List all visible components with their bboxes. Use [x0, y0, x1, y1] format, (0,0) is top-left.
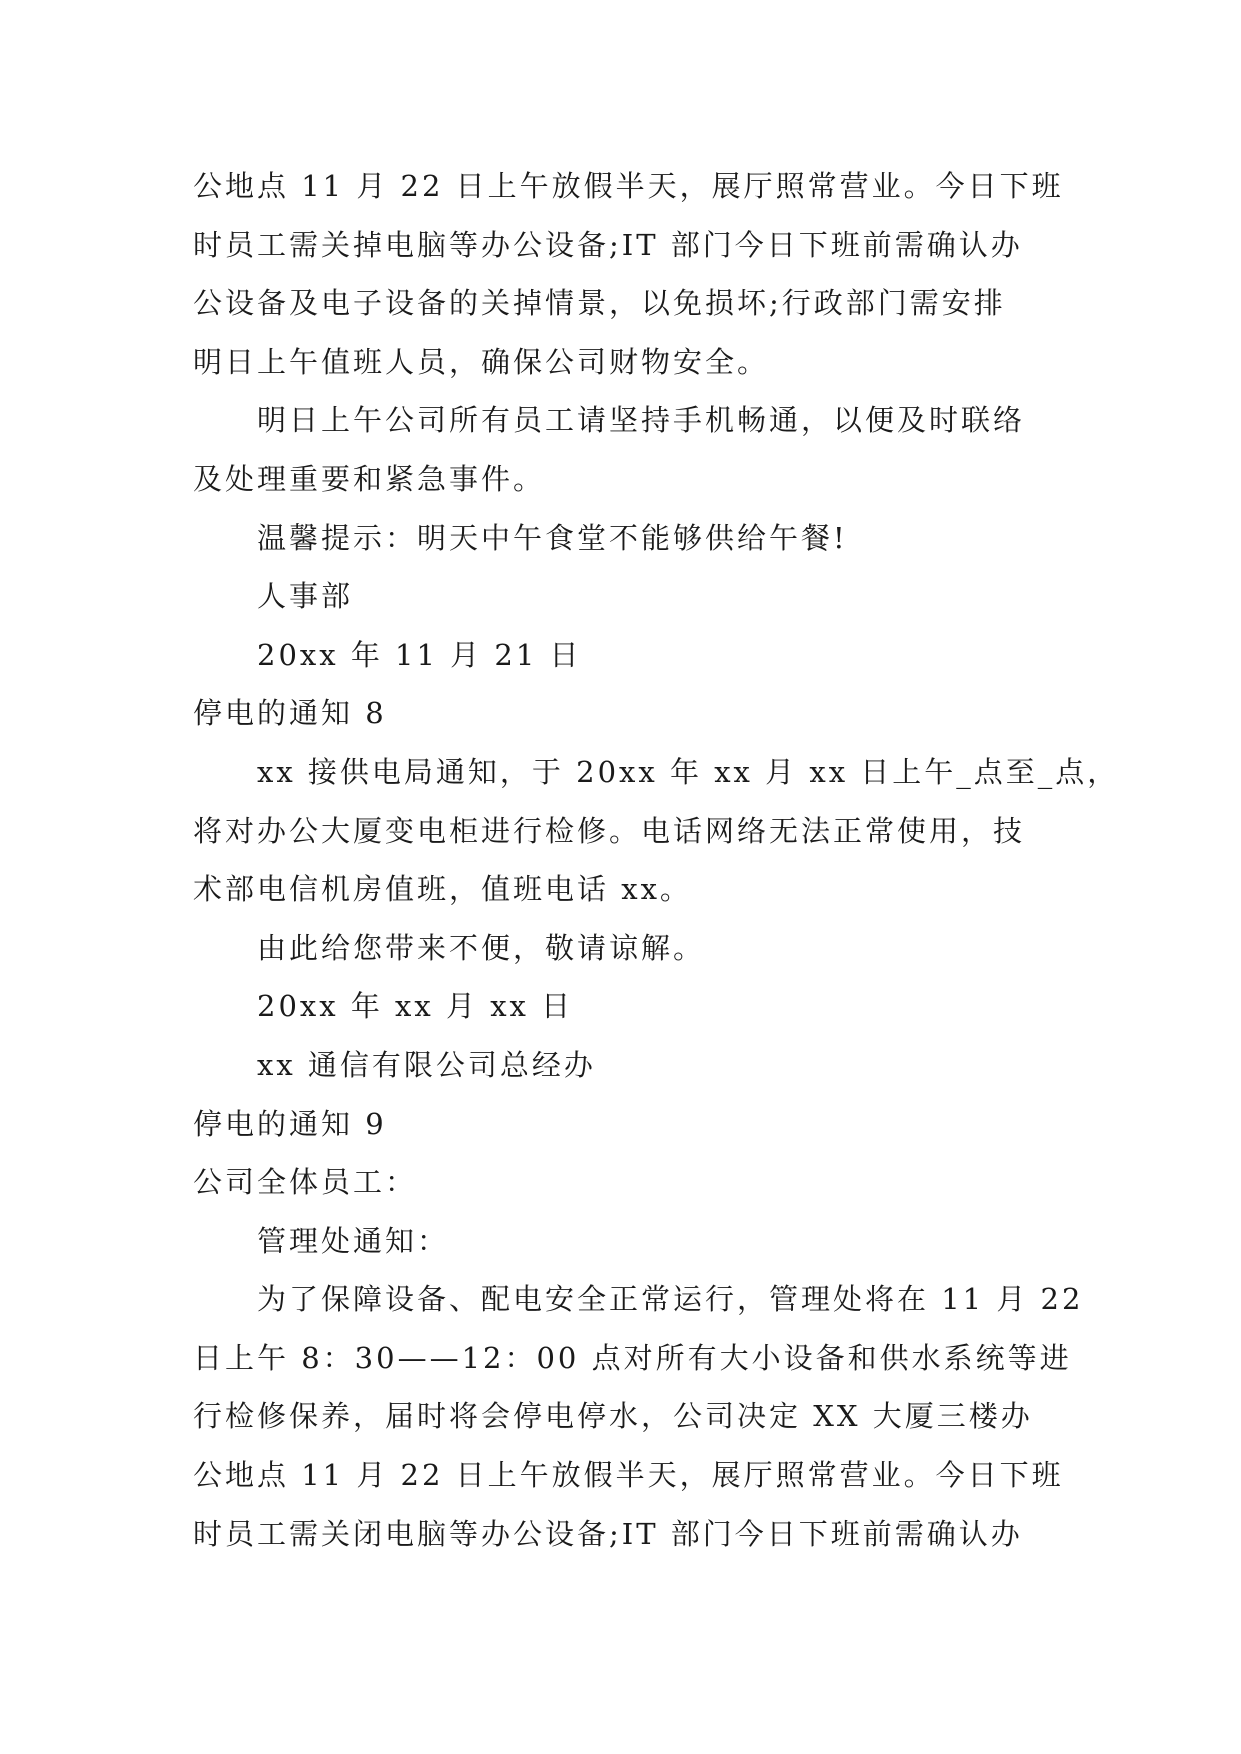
signature-company: xx 通信有限公司总经办	[257, 1047, 596, 1082]
section-heading: 停电的通知 8	[193, 696, 387, 731]
paragraph-line: 公地点 11 月 22 日上午放假半天，展厅照常营业。今日下班	[193, 1458, 1064, 1493]
paragraph-line: 公地点 11 月 22 日上午放假半天，展厅照常营业。今日下班	[193, 169, 1064, 203]
paragraph-line: 明日上午值班人员，确保公司财物安全。	[193, 344, 770, 379]
paragraph-line: 及处理重要和紧急事件。	[193, 461, 546, 496]
paragraph-line: 由此给您带来不便，敬请谅解。	[257, 930, 706, 965]
paragraph-line: xx 接供电局通知，于 20xx 年 xx 月 xx 日上午_点至_点，	[257, 754, 1120, 789]
signature-department: 人事部	[257, 579, 354, 614]
paragraph-line: 术部电信机房值班，值班电话 xx。	[193, 872, 692, 907]
paragraph-line: 为了保障设备、配电安全正常运行，管理处将在 11 月 22	[257, 1282, 1084, 1317]
paragraph-line: 明日上午公司所有员工请坚持手机畅通，以便及时联络	[257, 403, 1026, 438]
section-heading: 停电的通知 9	[193, 1106, 387, 1141]
paragraph-line: 日上午 8：30——12：00 点对所有大小设备和供水系统等进	[193, 1340, 1072, 1375]
paragraph-line: 时员工需关掉电脑等办公设备;IT 部门今日下班前需确认办	[193, 227, 1023, 262]
salutation: 公司全体员工：	[193, 1165, 418, 1200]
signature-date: 20xx 年 xx 月 xx 日	[257, 989, 574, 1024]
paragraph-line: 行检修保养，届时将会停电停水，公司决定 XX 大厦三楼办	[193, 1399, 1033, 1434]
paragraph-line: 管理处通知：	[257, 1223, 450, 1258]
paragraph-line: 将对办公大厦变电柜进行检修。电话网络无法正常使用，技	[193, 813, 1026, 848]
notice-reminder: 温馨提示：明天中午食堂不能够供给午餐!	[257, 520, 848, 555]
paragraph-line: 公设备及电子设备的关掉情景，以免损坏;行政部门需安排	[193, 286, 1006, 321]
signature-date: 20xx 年 11 月 21 日	[257, 637, 582, 672]
document-body	[193, 157, 1120, 1563]
paragraph-line: 时员工需关闭电脑等办公设备;IT 部门今日下班前需确认办	[193, 1516, 1023, 1551]
